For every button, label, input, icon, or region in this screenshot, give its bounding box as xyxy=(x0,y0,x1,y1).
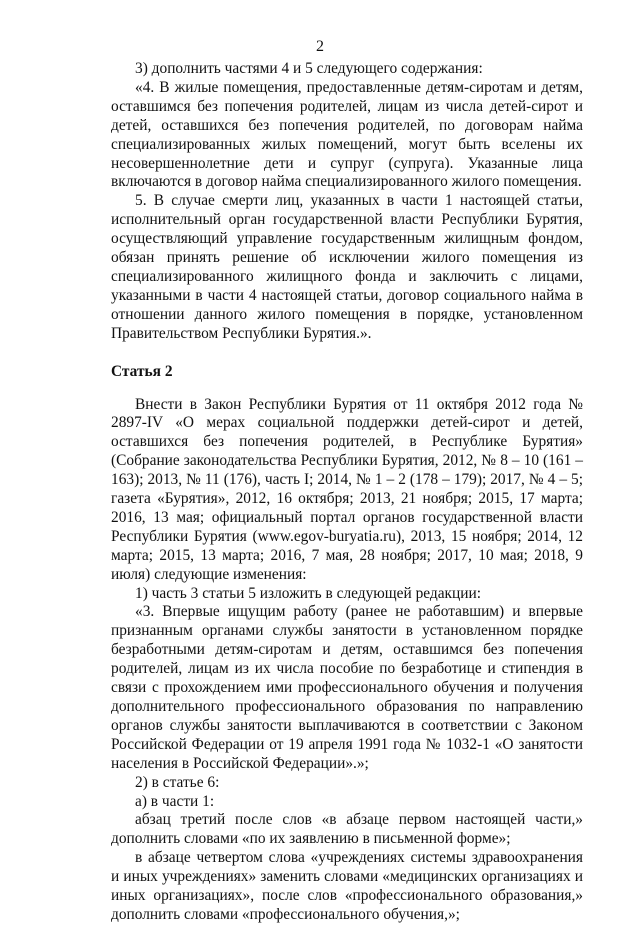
paragraph: абзац третий после слов «в абзаце первом настоящей части,» дополнить словами «по их заявлению в письменной форме»; xyxy=(111,811,583,848)
paragraph: 5. В случае смерти лиц, указанных в части 1 настоящей статьи, исполнительный орган государственной власти Республики Бурятия, осуществляющий управление государственным жилищным фондом, обязан принять решение об исключении жилого помещения из специализированного жилищного фонда и заключить с лицами, указанными в части 4 настоящей статьи, договор социального найма в отношении данного жилого помещения в порядке, установленном Правительством Республики Бурятия.». xyxy=(111,192,583,342)
paragraph: 3) дополнить частями 4 и 5 следующего содержания: xyxy=(135,60,483,77)
paragraph: а) в части 1: xyxy=(135,792,215,810)
paragraph: Внести в Закон Республики Бурятия от 11 октября 2012 года № 2897-IV «О мерах социальной поддержки детей-сирот и детей, оставшихся без попечения родителей, в Республике Бурятия» (Собрание законодательства Республики Бурятия, 2012, № 8 – 10 (161 – 163); 2013, № 11 (176), часть I; 2014, № 1 – 2 (178 – 179); 2017, № 4 – 5; газета «Бурятия», 2012, 16 октября; 2013, 21 ноября; 2015, 17 марта; 2016, 13 мая; официальный портал органов государственной власти Республики Бурятия (www.egov-buryatia.ru), 2013, 15 ноября; 2014, 12 марта; 2015, 13 марта; 2016, 7 мая, 28 ноября; 2017, 10 мая; 2018, 9 июля) следующие изменения: xyxy=(111,395,583,583)
paragraph: 2) в статье 6: xyxy=(135,773,220,791)
paragraph: «3. Впервые ищущим работу (ранее не работавшим) и впервые признанным органами службы занятости в установленном порядке безработными детям-сиротам и детям, оставшимся без попечения родителей, лицам из их числа пособие по безработице и стипендия в связи с прохождением ими профессионального обучения и получения дополнительного профессионального образования по направлению органов службы занятости выплачиваются в соответствии с Законом Российской Федерации от 19 апреля 1991 года № 1032-1 «О занятости населения в Российской Федерации».»; xyxy=(111,603,583,772)
paragraph: «4. В жилые помещения, предоставленные детям-сиротам и детям, оставшимся без попечения родителей, лицам из числа детей-сирот и детей, оставшихся без попечения родителей, по договорам найма специализированных жилых помещений, могут быть вселены их несовершеннолетние дети и супруг (супруга). Указанные лица включаются в договор найма специализированного жилого помещения. xyxy=(111,78,583,191)
paragraph: в абзаце четвертом слова «учреждениях системы здравоохранения и иных учреждениях» заменить словами «медицинских организациях и иных организациях», после слов «профессионального образования,» дополнить словами «профессионального обучения,»; xyxy=(111,849,583,923)
article-heading: Статья 2 xyxy=(111,362,173,380)
paragraph: 1) часть 3 статьи 5 изложить в следующей редакции: xyxy=(135,584,482,602)
page-number: 2 xyxy=(316,38,324,55)
document-body xyxy=(111,60,583,925)
